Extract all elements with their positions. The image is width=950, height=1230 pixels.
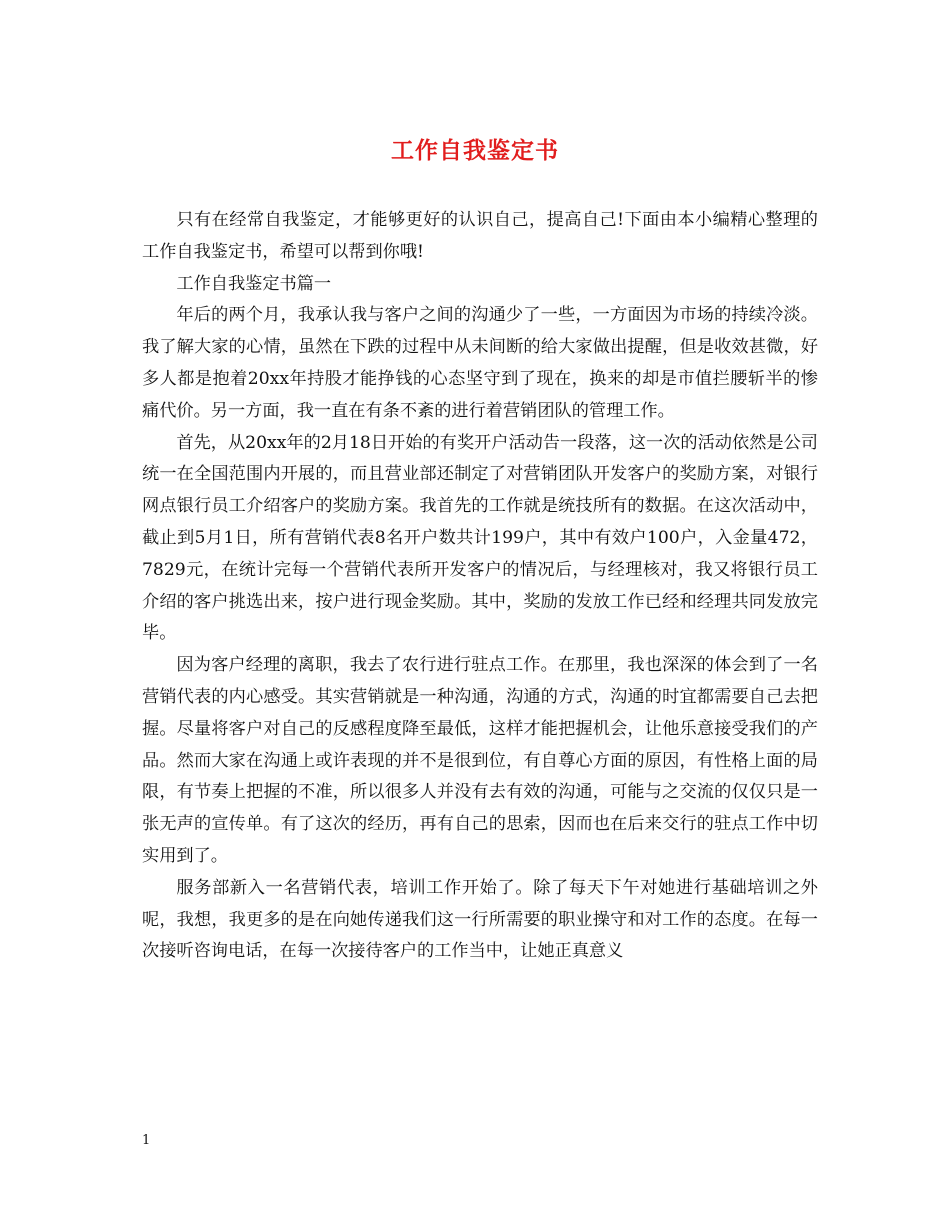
paragraph: 服务部新入一名营销代表，培训工作开始了。除了每天下午对她进行基础培训之外呢，我想，我更多的是在向她传递我们这一行所需要的职业操守和对工作的态度。在每一次接听咨询电话，在每一次接待客户的工作当中，让她正真意义 <box>142 877 818 962</box>
paragraph-intro: 只有在经常自我鉴定，才能够更好的认识自己，提高自己!下面由本小编精心整理的工作自我鉴定书，希望可以帮到你哦! <box>142 210 818 262</box>
paragraph: 首先，从20xx年的2月18日开始的有奖开户活动告一段落，这一次的活动依然是公司统一在全国范围内开展的，而且营业部还制定了对营销团队开发客户的奖励方案，对银行网点银行员工介绍客户的奖励方案。我首先的工作就是统技所有的数据。在这次活动中，截止到5月1日，所有营销代表8名开户数共计199户，其中有效户100户，入金量472，7829元，在统计完每一个营销代表所开发客户的情况后，与经理核对，我又将银行员工介绍的客户挑选出来，按户进行现金奖励。其中，奖励的发放工作已经和经理共同发放完毕。 <box>142 432 818 644</box>
section-heading: 工作自我鉴定书篇一 <box>176 273 332 294</box>
paragraph: 年后的两个月，我承认我与客户之间的沟通少了一些，一方面因为市场的持续冷淡。我了解大家的心情，虽然在下跌的过程中从未间断的给大家做出提醒，但是收效甚微，好多人都是抱着20xx年持股才能挣钱的心态坚守到了现在，换来的却是市值拦腰斩半的惨痛代价。另一方面，我一直在有条不紊的进行着营销团队的管理工作。 <box>142 305 818 421</box>
page-number: 1 <box>142 1133 151 1148</box>
paragraph: 因为客户经理的离职，我去了农行进行驻点工作。在那里，我也深深的体会到了一名营销代表的内心感受。其实营销就是一种沟通，沟通的方式，沟通的时宜都需要自己去把握。尽量将客户对自己的反感程度降至最低，这样才能把握机会，让他乐意接受我们的产品。然而大家在沟通上或许表现的并不是很到位，有自尊心方面的原因，有性格上面的局限，有节奏上把握的不准，所以很多人并没有去有效的沟通，可能与之交流的仅仅只是一张无声的宣传单。有了这次的经历，再有自己的思索，因而也在后来交行的驻点工作中切实用到了。 <box>142 655 818 866</box>
document-body <box>142 205 818 968</box>
document-title: 工作自我鉴定书 <box>391 137 559 164</box>
